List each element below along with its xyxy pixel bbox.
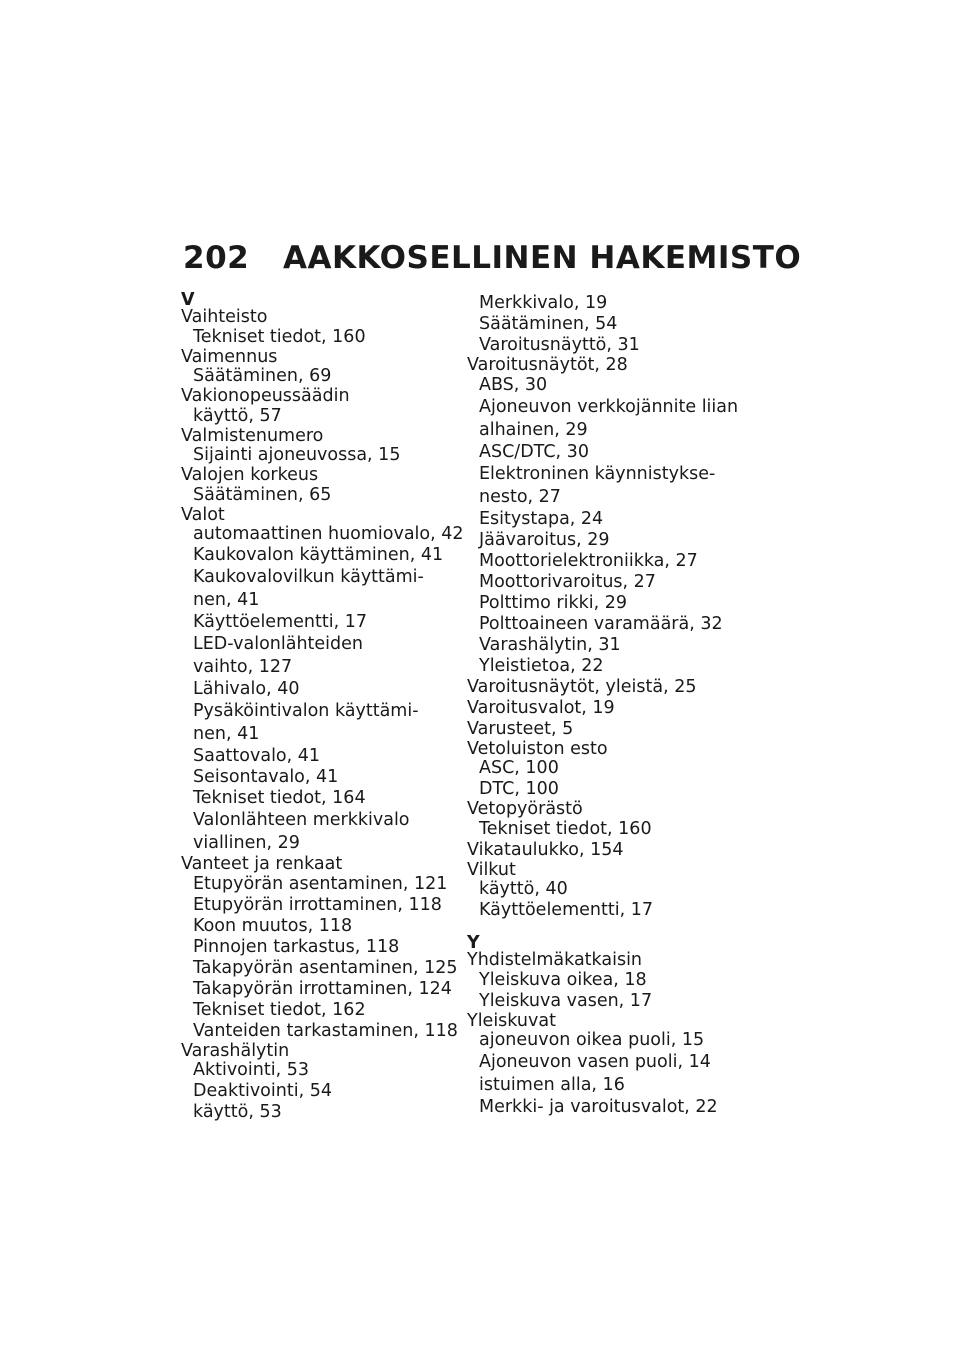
index-sub-entry: käyttö, 53 (193, 1102, 282, 1122)
index-sub-entry: Tekniset tiedot, 162 (193, 999, 366, 1020)
index-sub-entry: viallinen, 29 (193, 833, 300, 853)
page-title: AAKKOSELLINEN HAKEMISTO (283, 240, 802, 276)
index-sub-entry: Deaktivointi, 54 (193, 1081, 332, 1101)
index-sub-entry: nen, 41 (193, 724, 260, 744)
index-sub-entry: Seisontavalo, 41 (193, 767, 339, 787)
index-sub-entry: Yleistietoa, 22 (479, 655, 604, 676)
index-sub-entry: Ajoneuvon vasen puoli, 14 (479, 1052, 711, 1072)
index-sub-entry: ajoneuvon oikea puoli, 15 (479, 1030, 705, 1050)
index-sub-entry: Polttimo rikki, 29 (479, 592, 627, 613)
index-sub-entry: ASC/DTC, 30 (479, 441, 589, 462)
index-sub-entry: Sijainti ajoneuvossa, 15 (193, 445, 401, 465)
index-main-entry: Vilkut (467, 859, 516, 880)
index-sub-entry: nesto, 27 (479, 486, 561, 507)
index-sub-entry: Etupyörän irrottaminen, 118 (193, 894, 442, 915)
index-sub-entry: Varashälytin, 31 (479, 634, 621, 655)
index-sub-entry: Käyttöelementti, 17 (479, 900, 653, 920)
index-letter-heading: V (181, 290, 195, 310)
index-sub-entry: Pinnojen tarkastus, 118 (193, 936, 400, 957)
index-sub-entry: Koon muutos, 118 (193, 915, 353, 936)
index-main-entry: Valojen korkeus (181, 465, 319, 485)
index-main-entry: Varoitusvalot, 19 (467, 697, 615, 718)
index-sub-entry: LED-valonlähteiden (193, 634, 364, 654)
index-sub-entry: ASC, 100 (479, 758, 559, 778)
index-main-entry: Vakionopeussäädin (181, 386, 350, 406)
index-sub-entry: Merkki- ja varoitusvalot, 22 (479, 1097, 718, 1117)
index-sub-entry: Takapyörän asentaminen, 125 (193, 957, 458, 978)
index-main-entry: Vanteet ja renkaat (181, 854, 343, 874)
index-main-entry: Vaihteisto (181, 307, 268, 327)
index-sub-entry: Säätäminen, 65 (193, 484, 332, 505)
index-sub-entry: istuimen alla, 16 (479, 1075, 625, 1095)
index-main-entry: Vikataulukko, 154 (467, 839, 624, 860)
index-sub-entry: Säätäminen, 69 (193, 366, 332, 386)
index-sub-entry: käyttö, 57 (193, 405, 282, 426)
index-sub-entry: Valonlähteen merkkivalo (193, 810, 410, 830)
index-main-entry: Vetoluiston esto (467, 738, 608, 759)
index-main-entry: Vaimennus (181, 346, 278, 367)
index-sub-entry: Ajoneuvon verkkojännite liian (479, 396, 739, 417)
index-main-entry: Valot (181, 504, 225, 525)
index-sub-entry: ABS, 30 (479, 374, 548, 395)
index-sub-entry: Esitystapa, 24 (479, 508, 604, 529)
index-sub-entry: Yleiskuva vasen, 17 (479, 990, 653, 1011)
index-sub-entry: Kaukovalon käyttäminen, 41 (193, 545, 444, 565)
index-sub-entry: käyttö, 40 (479, 879, 568, 899)
index-main-entry: Valmistenumero (181, 425, 324, 446)
index-sub-entry: Moottorielektroniikka, 27 (479, 550, 698, 571)
index-main-entry: Vetopyörästö (467, 799, 583, 819)
index-sub-entry: Tekniset tiedot, 164 (193, 788, 366, 808)
index-sub-entry: Vanteiden tarkastaminen, 118 (193, 1020, 458, 1041)
index-sub-entry: Takapyörän irrottaminen, 124 (193, 978, 452, 999)
index-sub-entry: Varoitusnäyttö, 31 (479, 335, 640, 355)
index-sub-entry: nen, 41 (193, 590, 260, 610)
index-sub-entry: DTC, 100 (479, 779, 559, 799)
index-sub-entry: vaihto, 127 (193, 657, 293, 677)
index-column-left (181, 292, 466, 1123)
index-letter-heading: Y (467, 933, 480, 953)
index-sub-entry: Tekniset tiedot, 160 (479, 818, 652, 839)
index-main-entry: Yhdistelmäkatkaisin (467, 950, 643, 970)
index-sub-entry: Moottorivaroitus, 27 (479, 571, 656, 592)
index-main-entry: Varoitusnäytöt, yleistä, 25 (467, 676, 697, 697)
index-main-entry: Varashälytin (181, 1040, 290, 1061)
index-sub-entry: Tekniset tiedot, 160 (193, 326, 366, 347)
index-sub-entry: Etupyörän asentaminen, 121 (193, 873, 448, 894)
index-sub-entry: Saattovalo, 41 (193, 746, 321, 766)
index-sub-entry: Lähivalo, 40 (193, 679, 300, 699)
index-sub-entry: Yleiskuva oikea, 18 (479, 969, 647, 990)
index-sub-entry: Kaukovalovilkun käyttämi- (193, 567, 424, 587)
section-gap (467, 921, 752, 935)
index-sub-entry: Polttoaineen varamäärä, 32 (479, 613, 723, 634)
index-sub-entry: Merkkivalo, 19 (479, 293, 608, 313)
index-sub-entry: alhainen, 29 (479, 419, 588, 440)
index-sub-entry: Käyttöelementti, 17 (193, 612, 367, 632)
index-main-entry: Varusteet, 5 (467, 718, 574, 739)
index-sub-entry: Aktivointi, 53 (193, 1060, 309, 1080)
index-sub-entry: Elektroninen käynnistykse- (479, 463, 716, 484)
page-header (183, 240, 801, 276)
index-sub-entry: Pysäköintivalon käyttämi- (193, 701, 419, 721)
index-main-entry: Varoitusnäytöt, 28 (467, 355, 628, 375)
page-number: 202 (183, 240, 250, 276)
index-sub-entry: automaattinen huomiovalo, 42 (193, 524, 464, 544)
index-main-entry: Yleiskuvat (467, 1010, 556, 1031)
index-column-right (467, 293, 752, 1118)
index-sub-entry: Jäävaroitus, 29 (479, 529, 610, 550)
index-sub-entry: Säätäminen, 54 (479, 314, 618, 334)
